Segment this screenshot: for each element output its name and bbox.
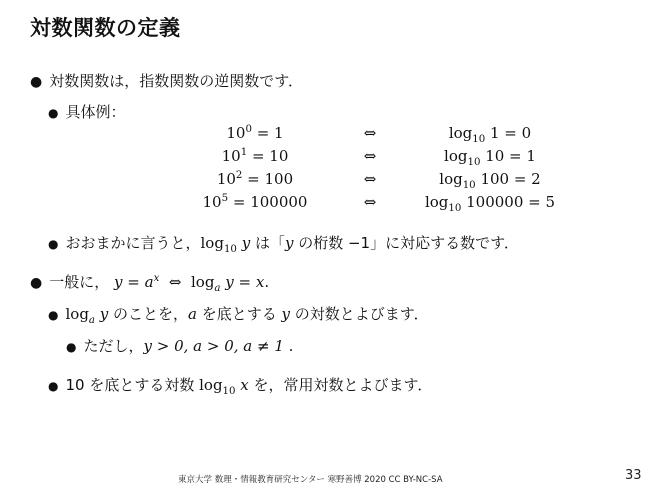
example-label: 具体例： <box>65 103 126 121</box>
example-row <box>190 191 560 214</box>
example-label-line <box>48 101 126 122</box>
bullet-dot-icon: ● <box>48 379 59 393</box>
rough-meaning-line: ● おおまかに言うと，$\log_{10} y$ は「y の桁数 −1」に対応する数です． <box>48 234 519 255</box>
equivalence-arrow-icon: ⇔ <box>363 170 377 188</box>
base-description-line: ● $\log_a y$ のことを，a を底とする y の対数とよびます． <box>48 305 429 326</box>
bullet-inverse-function <box>30 70 303 91</box>
footer-credit: 東京大学 数理・情報教育研究センター 寒野善博 2020 CC BY-NC-SA <box>178 475 443 485</box>
equivalence-arrow-icon: ⇔ <box>363 124 377 142</box>
example-lhs: $10^1 = 10$ <box>221 147 289 165</box>
bullet-dot-icon: ● <box>48 308 59 322</box>
common-log-line: ● 10 を底とする対数 $\log_{10} x$ を，常用対数とよびます． <box>48 376 433 397</box>
condition-line: ● ただし，y > 0, a > 0, a ≠ 1 . <box>66 337 294 355</box>
bullet-dot-icon: ● <box>66 340 77 354</box>
bullet-inverse-function-text: 対数関数は，指数関数の逆関数です． <box>49 72 304 90</box>
bullet-dot-icon: ● <box>30 74 43 90</box>
equivalence-arrow-icon: ⇔ <box>168 273 182 291</box>
example-rhs: $\log_{10} 1 = 0$ <box>448 124 532 145</box>
bullet-dot-icon: ● <box>48 237 59 251</box>
equivalence-arrow-icon: ⇔ <box>363 147 377 165</box>
equivalence-arrow-icon: ⇔ <box>363 193 377 211</box>
bullet-dot-icon: ● <box>30 275 43 291</box>
example-row <box>190 168 560 191</box>
example-lhs: $10^0 = 1$ <box>226 124 284 142</box>
page-number: 33 <box>625 468 642 483</box>
general-definition-line: ● 一般に， $y = a^x$ ⇔ $\log_a y = x$. <box>30 273 270 294</box>
example-rhs: $\log_{10} 100 = 2$ <box>439 170 541 191</box>
example-row <box>190 145 560 168</box>
slide-title: 対数関数の定義 <box>30 16 181 40</box>
examples-table <box>190 122 560 214</box>
example-rhs: $\log_{10} 100000 = 5$ <box>424 193 556 214</box>
example-row <box>190 122 560 145</box>
example-lhs: $10^5 = 100000$ <box>202 193 308 211</box>
bullet-dot-icon: ● <box>48 106 59 120</box>
example-rhs: $\log_{10} 10 = 1$ <box>444 147 536 168</box>
example-lhs: $10^2 = 100$ <box>216 170 294 188</box>
